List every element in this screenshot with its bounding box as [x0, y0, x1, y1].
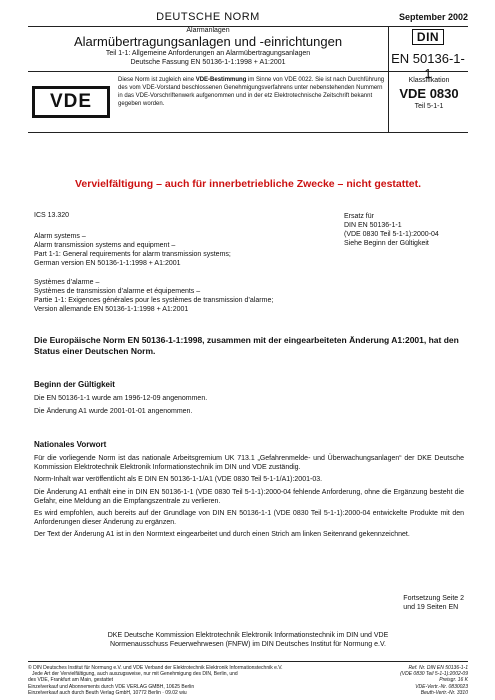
footer-right-line: Preisgr. 16 K	[439, 677, 468, 684]
replaces-line: (VDE 0830 Teil 5-1-1):2000-04	[344, 231, 439, 238]
english-title-line: German version EN 50136-1-1:1998 + A1:2001	[34, 260, 181, 267]
vorwort-heading: Nationales Vorwort	[34, 440, 107, 449]
vorwort-paragraph: Es wird empfohlen, auch bereits auf der Grundlage von DIN EN 50136-1-1 (VDE 0830 Teil 5-1-1):2000-04 entwickelte Produkte mit den Anforderungen dieser Änderung zu ergänzen.	[34, 510, 464, 526]
subtitle-small: Alarmanlagen	[186, 27, 230, 34]
footer-left-line: Einzelverkauf und Abonnements durch VDE VERLAG GMBH, 10625 Berlin	[28, 683, 195, 690]
vde-notice-bold: VDE-Bestimmung	[195, 77, 247, 83]
din-logo: DIN	[412, 29, 444, 45]
vorwort-paragraph: Der Text der Änderung A1 ist in den Normtext eingearbeitet und durch einen Strich am linken Seitenrand gekennzeichnet.	[34, 531, 410, 538]
ics-code: ICS 13.320	[34, 212, 70, 219]
footer-left-line: © DIN Deutsches Institut für Normung e.V. und VDE Verband der Elektrotechnik Elektronik Informationstechnik e.V.	[28, 665, 283, 671]
publication-date: September 2002	[398, 12, 468, 22]
english-title-line: Part 1-1: General requirements for alarm transmission systems;	[34, 251, 231, 258]
klassifikation-label: Klassifikation	[408, 77, 450, 84]
french-title-line: Partie 1-1: Exigences générales pour les systèmes de transmission d’alarme;	[34, 297, 274, 304]
footer-left-line: Jede Art der Vervielfältigung, auch auszugsweise, nur mit Genehmigung des DIN, Berlin, und	[32, 671, 238, 678]
beginn-heading: Beginn der Gültigkeit	[34, 380, 115, 389]
footer-right-line: VDE-Vertr.-Nr. 0830023	[415, 683, 468, 690]
document-title: Alarmübertragungsanlagen und -einrichtungen	[73, 34, 343, 49]
footer-reference	[368, 665, 468, 696]
document-page	[28, 10, 468, 696]
klassifikation-number: VDE 0830	[399, 86, 459, 101]
dke-committees	[28, 631, 468, 649]
footer-right-line: Ref. Nr. DIN EN 50136-1-1	[408, 665, 468, 671]
english-title-line: Alarm systems –	[34, 233, 86, 240]
footer-left-line: Einzelverkauf auch durch Beuth Verlag GmbH, 10772 Berlin · 09.02 wiu	[28, 689, 187, 696]
replaces-line: Ersatz für	[344, 213, 374, 220]
french-title-line: Version allemande EN 50136-1-1:1998 + A1:2001	[34, 306, 189, 313]
klassifikation-box	[388, 72, 469, 132]
replaces-block	[344, 212, 439, 248]
footer-left-line: des VDE, Frankfurt am Main, gestattet	[28, 677, 114, 684]
header-top-row	[28, 10, 468, 27]
continuation-line: und 19 Seiten EN	[403, 604, 459, 611]
english-title-block	[34, 232, 334, 268]
french-title-line: Systèmes d’alarme –	[34, 279, 100, 286]
continuation-note	[403, 594, 464, 612]
vorwort-paragraph: Die Änderung A1 enthält eine in DIN EN 50136-1-1 (VDE 0830 Teil 5-1-1):2000-04 fehlende Anforderung, ohne die Ergänzung besteht die Gefahr, eine Meldung an die Empfangszentrale zu verlieren.	[34, 489, 464, 505]
beginn-paragraph: Die Änderung A1 wurde 2001-01-01 angenommen.	[34, 408, 193, 415]
footer-copyright	[28, 665, 368, 696]
beginn-paragraph: Die EN 50136-1-1 wurde am 1996-12-09 angenommen.	[34, 395, 208, 402]
english-title-line: Alarm transmission systems and equipment –	[34, 242, 176, 249]
din-number: EN 50136-1-1	[391, 51, 465, 81]
vorwort-paragraph: Norm-Inhalt war veröffentlicht als E DIN EN 50136-1-1/A1 (VDE 0830 Teil 5-1-1/A1):2001-03.	[34, 476, 323, 483]
vde-row	[28, 72, 468, 133]
vde-logo: VDE	[32, 86, 110, 118]
vde-notice	[118, 76, 386, 108]
replaces-line: DIN EN 50136-1-1	[344, 222, 402, 229]
french-title-line: Systèmes de transmission d’alarme et équipements –	[34, 288, 201, 295]
reproduction-notice: Vervielfältigung – auch für innerbetriebliche Zwecke – nicht gestattet.	[74, 178, 421, 190]
vde-notice-rest: im Sinne von VDE 0022. Sie ist nach Durchführung des vom VDE-Vorstand beschlossenen Genehmigungsverfahrens unter nebenstehenden Nummern in das VDE-Vorschriftenwerk aufgenommen und in der etz Elektrotechnische Zeitschrift bekannt gegeben worden.	[118, 77, 385, 107]
continuation-line: Fortsetzung Seite 2	[403, 595, 464, 602]
european-norm-statement: Die Europäische Norm EN 50136-1-1:1998, zusammen mit der eingearbeiteten Änderung A1:2001, hat den Status einer Deutschen Norm.	[34, 335, 459, 356]
dke-line: DKE Deutsche Kommission Elektrotechnik Elektronik Informationstechnik im DIN und VDE	[107, 632, 389, 639]
vorwort-paragraph: Für die vorliegende Norm ist das nationale Arbeitsgremium UK 713.1 „Gefahrenmelde- und Überwachungsanlagen“ der DKE Deutsche Kommission Elektrotechnik Elektronik Informationstechnik im DIN und VDE zuständig.	[34, 455, 464, 471]
footer-right-line: Beuth-Vertr.-Nr. 3310	[420, 689, 468, 696]
french-title-block	[34, 278, 354, 314]
replaces-line: Siehe Beginn der Gültigkeit	[344, 240, 429, 247]
klassifikation-teil: Teil 5-1-1	[414, 103, 444, 110]
footer	[28, 661, 468, 696]
part-title: Teil 1-1: Allgemeine Anforderungen an Alarmübertragungsanlagen	[105, 50, 311, 57]
dke-line: Normenausschuss Feuerwehrwesen (FNFW) im DIN Deutsches Institut für Normung e.V.	[110, 641, 386, 648]
deutsche-norm-label: DEUTSCHE NORM	[156, 11, 260, 23]
vde-notice-prefix: Diese Norm ist zugleich eine	[118, 77, 196, 83]
footer-right-line: (VDE 0830 Teil 5-1-1):2002-09	[400, 671, 468, 678]
title-box	[28, 26, 389, 71]
version-line: Deutsche Fassung EN 50136-1-1:1998 + A1:2001	[130, 59, 286, 66]
